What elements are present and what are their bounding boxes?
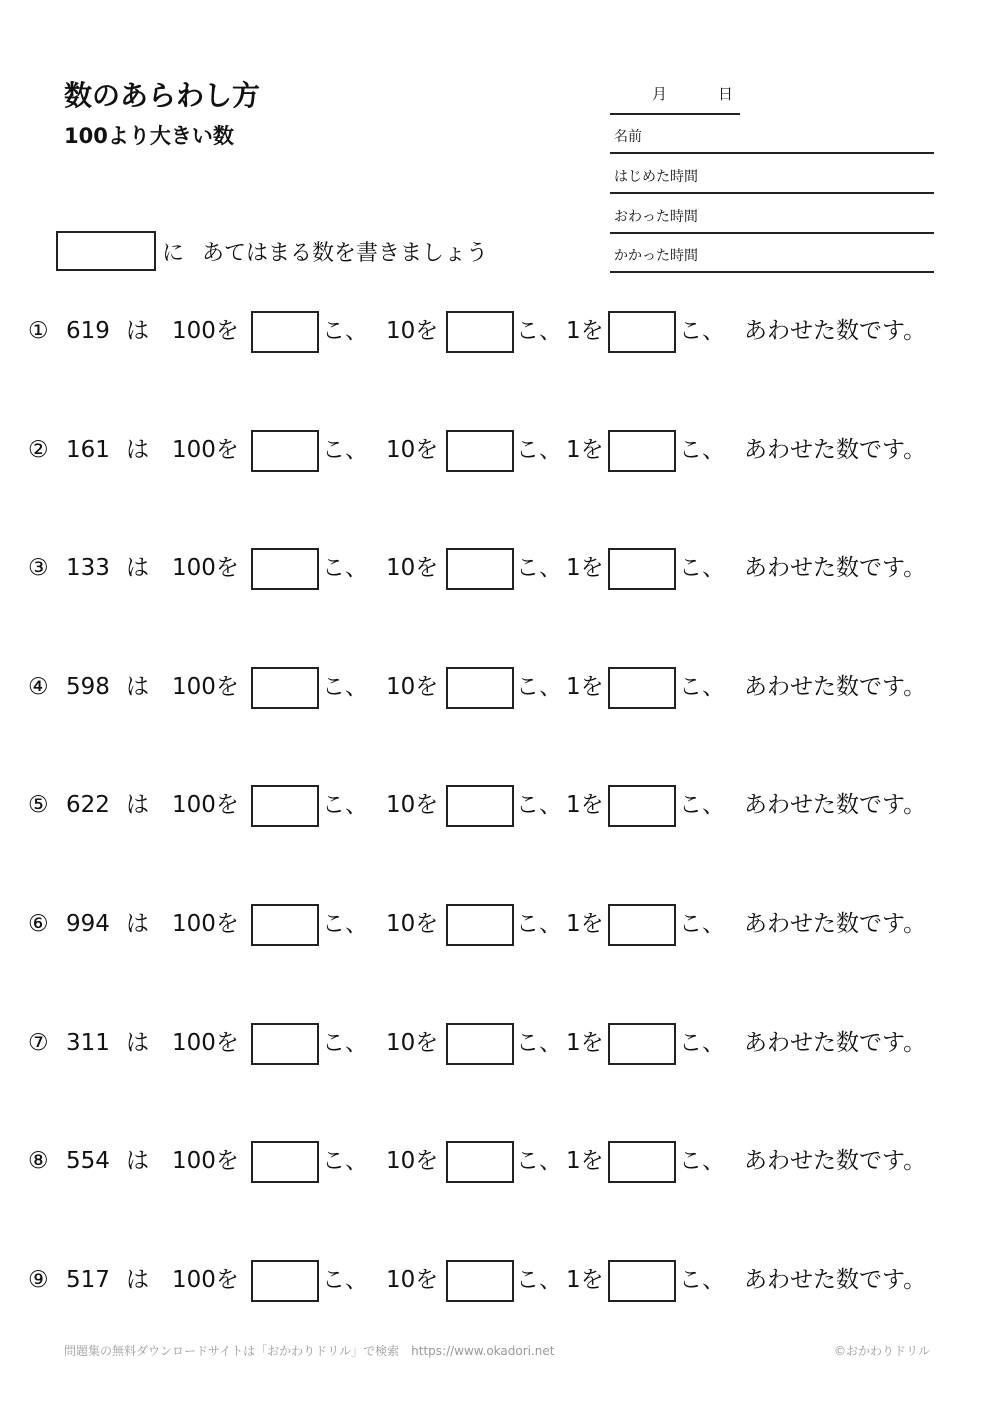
footer-site-note: 問題集の無料ダウンロードサイトは「おかわりドリル」で検索 https://www.okadori.net: [64, 1344, 555, 1358]
label-ko: こ、: [679, 792, 725, 818]
hundreds-answer-box[interactable]: [251, 667, 319, 709]
label-ones: 1を: [566, 1267, 604, 1293]
label-tens: 10を: [386, 674, 439, 700]
label-ha: は: [126, 555, 149, 581]
problem-marker: ⑨: [28, 1267, 49, 1293]
label-tens: 10を: [386, 1148, 439, 1174]
start-time-label: はじめた時間: [614, 169, 698, 185]
label-ha: は: [126, 318, 149, 344]
ones-answer-box[interactable]: [608, 904, 676, 946]
name-label: 名前: [614, 129, 642, 145]
end-time-field[interactable]: [610, 194, 934, 234]
label-tens: 10を: [386, 792, 439, 818]
label-ones: 1を: [566, 437, 604, 463]
start-time-field[interactable]: [610, 154, 934, 194]
problem-number: 133: [66, 555, 110, 581]
label-tens: 10を: [386, 1030, 439, 1056]
problem-number: 517: [66, 1267, 110, 1293]
label-ko: こ、: [322, 792, 368, 818]
label-ko: こ、: [322, 1148, 368, 1174]
tens-answer-box[interactable]: [446, 548, 514, 590]
hundreds-answer-box[interactable]: [251, 548, 319, 590]
ones-answer-box[interactable]: [608, 1141, 676, 1183]
label-hundreds: 100を: [172, 1267, 239, 1293]
label-ones: 1を: [566, 674, 604, 700]
tens-answer-box[interactable]: [446, 1260, 514, 1302]
problem-marker: ⑧: [28, 1148, 49, 1174]
label-ko: こ、: [679, 437, 725, 463]
label-ko: こ、: [516, 1030, 562, 1056]
duration-label: かかった時間: [614, 248, 698, 264]
month-label: 月: [652, 85, 668, 103]
problem-number: 554: [66, 1148, 110, 1174]
problem-number: 161: [66, 437, 110, 463]
label-ha: は: [126, 1030, 149, 1056]
problem-marker: ⑥: [28, 911, 49, 937]
label-hundreds: 100を: [172, 1148, 239, 1174]
footer-copyright: ©おかわりドリル: [833, 1344, 930, 1358]
label-ending: あわせた数です。: [744, 1267, 927, 1293]
hundreds-answer-box[interactable]: [251, 1141, 319, 1183]
label-tens: 10を: [386, 437, 439, 463]
label-ko: こ、: [516, 318, 562, 344]
hundreds-answer-box[interactable]: [251, 904, 319, 946]
problem-marker: ⑤: [28, 792, 49, 818]
label-tens: 10を: [386, 555, 439, 581]
label-ending: あわせた数です。: [744, 555, 927, 581]
problem-row: [28, 310, 968, 352]
hundreds-answer-box[interactable]: [251, 785, 319, 827]
name-field[interactable]: [610, 114, 934, 154]
problem-marker: ⑦: [28, 1030, 49, 1056]
ones-answer-box[interactable]: [608, 785, 676, 827]
tens-answer-box[interactable]: [446, 1023, 514, 1065]
label-ko: こ、: [679, 555, 725, 581]
hundreds-answer-box[interactable]: [251, 1023, 319, 1065]
problem-row: [28, 1022, 968, 1064]
label-ko: こ、: [679, 674, 725, 700]
instruction-text: あてはまる数を書きましょう: [202, 240, 489, 266]
ones-answer-box[interactable]: [608, 430, 676, 472]
label-ending: あわせた数です。: [744, 1030, 927, 1056]
problem-row: [28, 784, 968, 826]
label-hundreds: 100を: [172, 437, 239, 463]
problem-row: [28, 666, 968, 708]
tens-answer-box[interactable]: [446, 311, 514, 353]
label-tens: 10を: [386, 911, 439, 937]
label-ones: 1を: [566, 555, 604, 581]
tens-answer-box[interactable]: [446, 1141, 514, 1183]
instruction: [56, 231, 488, 271]
label-ko: こ、: [322, 318, 368, 344]
label-ha: は: [126, 437, 149, 463]
label-ha: は: [126, 1267, 149, 1293]
label-hundreds: 100を: [172, 674, 239, 700]
hundreds-answer-box[interactable]: [251, 311, 319, 353]
label-tens: 10を: [386, 318, 439, 344]
problem-number: 994: [66, 911, 110, 937]
ones-answer-box[interactable]: [608, 1023, 676, 1065]
tens-answer-box[interactable]: [446, 430, 514, 472]
problem-number: 311: [66, 1030, 110, 1056]
date-field[interactable]: [610, 83, 740, 115]
label-ones: 1を: [566, 1030, 604, 1056]
label-ko: こ、: [322, 674, 368, 700]
label-ones: 1を: [566, 1148, 604, 1174]
hundreds-answer-box[interactable]: [251, 1260, 319, 1302]
label-tens: 10を: [386, 1267, 439, 1293]
problem-marker: ①: [28, 318, 49, 344]
label-hundreds: 100を: [172, 1030, 239, 1056]
label-ending: あわせた数です。: [744, 792, 927, 818]
day-label: 日: [718, 85, 734, 103]
tens-answer-box[interactable]: [446, 667, 514, 709]
label-ko: こ、: [516, 1148, 562, 1174]
label-ko: こ、: [322, 911, 368, 937]
ones-answer-box[interactable]: [608, 667, 676, 709]
label-ending: あわせた数です。: [744, 437, 927, 463]
label-ko: こ、: [516, 792, 562, 818]
label-ko: こ、: [322, 555, 368, 581]
problem-number: 619: [66, 318, 110, 344]
label-hundreds: 100を: [172, 792, 239, 818]
ones-answer-box[interactable]: [608, 548, 676, 590]
label-ko: こ、: [322, 437, 368, 463]
label-ha: は: [126, 674, 149, 700]
instruction-ni: に: [162, 240, 185, 266]
label-ones: 1を: [566, 911, 604, 937]
label-ko: こ、: [679, 1148, 725, 1174]
label-hundreds: 100を: [172, 555, 239, 581]
duration-field[interactable]: [610, 233, 934, 273]
label-ko: こ、: [516, 555, 562, 581]
label-ko: こ、: [322, 1267, 368, 1293]
label-hundreds: 100を: [172, 318, 239, 344]
problem-row: [28, 1140, 968, 1182]
label-ending: あわせた数です。: [744, 674, 927, 700]
label-ko: こ、: [516, 911, 562, 937]
problem-row: [28, 429, 968, 471]
label-ones: 1を: [566, 318, 604, 344]
problem-marker: ③: [28, 555, 49, 581]
ones-answer-box[interactable]: [608, 1260, 676, 1302]
problem-number: 622: [66, 792, 110, 818]
label-ko: こ、: [679, 318, 725, 344]
label-ko: こ、: [679, 1030, 725, 1056]
problem-row: [28, 1259, 968, 1301]
worksheet-title: 数のあらわし方: [64, 79, 261, 112]
label-ko: こ、: [322, 1030, 368, 1056]
problem-marker: ②: [28, 437, 49, 463]
worksheet-subtitle: 100より大きい数: [64, 124, 234, 148]
example-answer-box: [56, 231, 156, 271]
problem-number: 598: [66, 674, 110, 700]
label-ha: は: [126, 911, 149, 937]
tens-answer-box[interactable]: [446, 785, 514, 827]
label-ending: あわせた数です。: [744, 318, 927, 344]
label-ko: こ、: [516, 674, 562, 700]
problem-row: [28, 547, 968, 589]
label-ones: 1を: [566, 792, 604, 818]
problem-row: [28, 903, 968, 945]
label-ko: こ、: [679, 911, 725, 937]
label-ko: こ、: [516, 437, 562, 463]
label-ending: あわせた数です。: [744, 1148, 927, 1174]
tens-answer-box[interactable]: [446, 904, 514, 946]
problem-marker: ④: [28, 674, 49, 700]
hundreds-answer-box[interactable]: [251, 430, 319, 472]
label-ending: あわせた数です。: [744, 911, 927, 937]
label-ko: こ、: [516, 1267, 562, 1293]
label-hundreds: 100を: [172, 911, 239, 937]
label-ko: こ、: [679, 1267, 725, 1293]
label-ha: は: [126, 1148, 149, 1174]
ones-answer-box[interactable]: [608, 311, 676, 353]
label-ha: は: [126, 792, 149, 818]
end-time-label: おわった時間: [614, 209, 698, 225]
